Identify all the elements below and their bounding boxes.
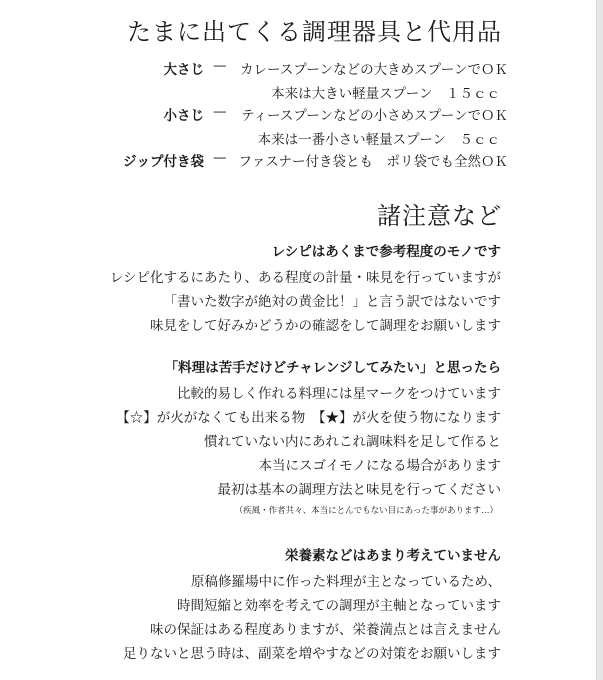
section-line: 慣れていない内にあれこれ調味料を足して作ると	[204, 434, 501, 450]
section-line: 比較的易しく作れる料理には星マークをつけています	[177, 386, 501, 402]
tool-row-zip-bag	[0, 150, 596, 172]
section-title: レシピはあくまで参考程度のモノです	[271, 244, 501, 260]
section-line: 時間短縮と効率を考えての調理が主軸となっています	[177, 598, 501, 614]
section-line: 最初は基本の調理方法と味見を行ってください	[217, 482, 501, 498]
section-line: 「書いた数字が絶対の黄金比！」と言う訳ではないです	[163, 294, 501, 310]
tool-dash: —	[213, 104, 227, 120]
section-line: 足りないと思う時は、副菜を増やすなどの対策をお願いします	[123, 646, 501, 662]
section-title: 栄養素などはあまり考えていません	[285, 548, 501, 564]
heading-notes: 諸注意など	[377, 202, 502, 230]
section-footnote: （疾風・作者共々、本当にとんでもない目にあった事があります…）	[234, 506, 498, 516]
tool-row-teaspoon	[0, 104, 596, 148]
tool-desc: カレースプーンなどの大きめスプーンでＯＫ	[240, 62, 508, 78]
tool-row-tablespoon	[0, 58, 596, 102]
page-edge	[597, 0, 603, 680]
tool-dash: —	[213, 150, 227, 166]
section-title: 「料理は苦手だけどチャレンジしてみたい」と思ったら	[164, 360, 501, 376]
tool-desc: ティースプーンなどの小さめスプーンでＯＫ	[241, 108, 508, 124]
tool-note: 本来は一番小さい軽量スプーン ５ｃｃ	[257, 132, 500, 148]
section-line: レシピ化するにあたり、ある程度の計量・味見を行っていますが	[109, 270, 501, 286]
tool-desc: ファスナー付き袋とも ポリ袋でも全然ＯＫ	[238, 154, 508, 170]
section-line: 味見をして好みかどうかの確認をして調理をお願いします	[150, 318, 501, 334]
section-line: 原稿修羅場中に作った料理が主となっているため、	[191, 574, 501, 590]
tool-term: 大さじ	[163, 62, 204, 78]
tool-term: ジップ付き袋	[123, 154, 204, 170]
section-line: 味の保証はある程度ありますが、栄養満点とは言えません	[150, 622, 501, 638]
tool-dash: —	[213, 58, 227, 74]
tool-term: 小さじ	[163, 108, 204, 124]
heading-tools: たまに出てくる調理器具と代用品	[127, 18, 502, 46]
tool-note: 本来は大きい軽量スプーン １５ｃｃ	[271, 86, 500, 102]
section-line: 本当にスゴイモノになる場合があります	[258, 458, 501, 474]
section-line: 【☆】が火がなくても出来る物 【★】が火を使う物になります	[116, 410, 501, 426]
